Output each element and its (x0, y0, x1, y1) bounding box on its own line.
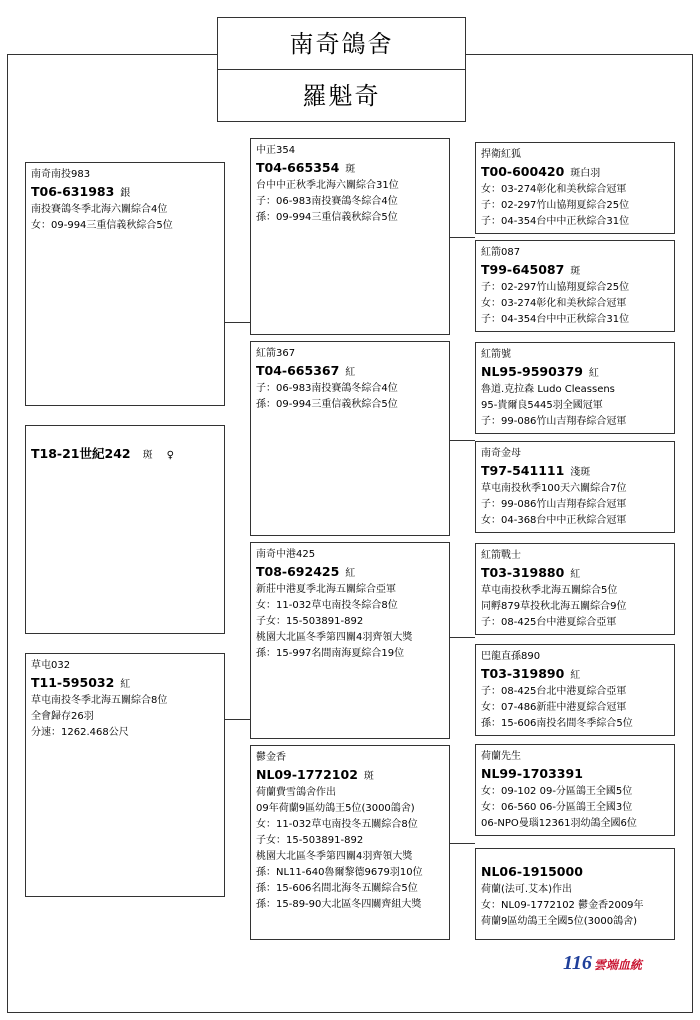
feather-color: 紅 (120, 679, 131, 690)
loft-name: 南奇鴿舍 (289, 30, 394, 58)
frame-bottom (7, 1012, 693, 1013)
feather-color: 淺斑 (570, 467, 591, 478)
card-line: 女：04-368台中中正秋綜合冠軍 (481, 515, 627, 526)
ring-number: NL09-1772102 斑 (256, 767, 374, 782)
card-label: 鬱金香 (256, 752, 286, 763)
feather-color: 紅 (570, 670, 581, 681)
bird-name: 羅魁奇 (302, 82, 381, 110)
connector (449, 440, 475, 441)
card-line: 女：03-274彰化和美秋綜合冠軍 (481, 184, 627, 195)
card-line: 孫：NL11-640魯爾黎德9679羽10位 (256, 867, 423, 878)
card-line: 魯道.克拉森 Ludo Cleassens (481, 384, 615, 395)
ring-number: T03-319890 紅 (481, 666, 581, 681)
card-line: 09年荷蘭9區幼鴿王5位(3000鴿舍) (256, 803, 415, 814)
bird-name-box (217, 69, 466, 122)
card-line: 子女：15-503891-892 (256, 835, 364, 846)
ring-number: T11-595032 紅 (31, 675, 131, 690)
dds-card (475, 744, 675, 836)
dss-card (475, 543, 675, 635)
card-line: 孫：15-606名間北海冬五關綜合5位 (256, 883, 418, 894)
card-line: 草屯南投冬季北海五關綜合8位 (31, 695, 168, 706)
sire-card (25, 162, 225, 406)
ring-number: T18-21世紀242 斑 ♀ (31, 446, 174, 461)
card-label: 捍衛紅狐 (481, 149, 521, 160)
connector (224, 322, 250, 323)
frame-right (692, 54, 693, 1013)
feather-color: 斑 (142, 450, 153, 461)
ring-number: T00-600420 斑白羽 (481, 164, 601, 179)
feather-color: 斑 (363, 771, 374, 782)
sd-card (250, 341, 450, 536)
brand-logo (563, 952, 642, 975)
ring-number: T08-692425 紅 (256, 564, 356, 579)
card-line: 孫：09-994三重信義秋綜合5位 (256, 399, 398, 410)
feather-color: 紅 (345, 568, 356, 579)
dam-card (25, 653, 225, 897)
sds-card (475, 342, 675, 434)
logo-number: 116 (563, 952, 592, 974)
ring-number: T04-665354 斑 (256, 160, 356, 175)
feather-color: 銀 (120, 188, 131, 199)
card-line: 草屯南投秋季100天六關綜合7位 (481, 483, 627, 494)
dsd-card (475, 644, 675, 736)
card-line: 孫：09-994三重信義秋綜合5位 (256, 212, 398, 223)
card-label: 紅箭號 (481, 349, 511, 360)
card-label: 紅箭戰士 (481, 550, 521, 561)
card-line: 桃園大北區冬季第四關4羽齊領大獎 (256, 851, 413, 862)
card-label: 巴龍直孫890 (481, 651, 541, 662)
ring-number: NL99-1703391 (481, 766, 583, 781)
sex-symbol: ♀ (166, 450, 174, 461)
card-line: 荷蘭(法可.艾本)作出 (481, 884, 572, 895)
card-label: 紅箭367 (256, 348, 296, 359)
card-label: 草屯032 (31, 660, 71, 671)
feather-color: 斑 (570, 266, 581, 277)
card-label: 荷蘭先生 (481, 751, 521, 762)
card-line: 草屯南投秋季北海五關綜合5位 (481, 585, 618, 596)
card-line: 荷蘭費雪鴿舍作出 (256, 787, 336, 798)
card-line: 女：11-032草屯南投冬綜合8位 (256, 600, 398, 611)
card-line: 子：04-354台中中正秋綜合31位 (481, 216, 630, 227)
ring-number: NL95-9590379 紅 (481, 364, 599, 379)
ssd-card (475, 240, 675, 332)
ring-number: NL06-1915000 (481, 864, 583, 879)
card-line: 荷蘭9區幼鴿王全國5位(3000鴿舍) (481, 916, 637, 927)
card-label: 南奇南投983 (31, 169, 91, 180)
ddd-card (475, 848, 675, 940)
card-line: 95-貴爾良5445羽全國冠軍 (481, 400, 603, 411)
logo-text: 雲端血統 (593, 958, 642, 972)
feather-color: 斑白羽 (570, 168, 601, 179)
card-label: 南奇金母 (481, 448, 521, 459)
card-line: 孫：15-606南投名間冬季綜合5位 (481, 718, 633, 729)
frame-left (7, 54, 8, 1013)
card-line: 新莊中港夏季北海五關綜合亞軍 (256, 584, 396, 595)
card-label: 中正354 (256, 145, 296, 156)
card-line: 子：02-297竹山協翔夏綜合25位 (481, 200, 630, 211)
card-line: 子女：15-503891-892 (256, 616, 364, 627)
ring-number: T06-631983 銀 (31, 184, 131, 199)
card-line: 同孵879草投秋北海五關綜合9位 (481, 601, 627, 612)
card-line: 子：08-425台中港夏綜合亞軍 (481, 617, 617, 628)
card-line: 子：99-086竹山吉翔春綜合冠軍 (481, 416, 627, 427)
card-line: 子：08-425台北中港夏綜合亞軍 (481, 686, 627, 697)
frame-top-left (7, 54, 218, 55)
feather-color: 紅 (588, 368, 599, 379)
card-line: 分速：1262.468公尺 (31, 727, 129, 738)
frame-top-right (466, 54, 693, 55)
ring-number: T97-541111 淺斑 (481, 463, 591, 478)
feather-color: 紅 (345, 367, 356, 378)
loft-name-box (217, 17, 466, 70)
ss-card (250, 138, 450, 335)
ds-card (250, 542, 450, 739)
card-line: 孫：15-997名間南海夏綜合19位 (256, 648, 405, 659)
card-line: 子：04-354台中中正秋綜合31位 (481, 314, 630, 325)
connector (449, 237, 475, 238)
card-line: 子：06-983南投賽鴿冬綜合4位 (256, 383, 398, 394)
dd-card (250, 745, 450, 940)
card-line: 孫：15-89-90大北區冬四關齊組大獎 (256, 899, 422, 910)
feather-color: 斑 (345, 164, 356, 175)
card-line: 女：11-032草屯南投冬五關綜合8位 (256, 819, 418, 830)
card-line: 子：99-086竹山吉翔春綜合冠軍 (481, 499, 627, 510)
card-line: 女：07-486新莊中港夏綜合冠軍 (481, 702, 627, 713)
connector (449, 637, 475, 638)
connector (224, 719, 250, 720)
card-line: 女：09-102 09-分區鴿王全國5位 (481, 786, 633, 797)
sdd-card (475, 441, 675, 533)
subject-card (25, 425, 225, 634)
card-line: 桃園大北區冬季第四關4羽齊領大獎 (256, 632, 413, 643)
card-line: 女：03-274彰化和美秋綜合冠軍 (481, 298, 627, 309)
feather-color: 紅 (570, 569, 581, 580)
sss-card (475, 142, 675, 234)
ring-number: T03-319880 紅 (481, 565, 581, 580)
card-line: 女：06-560 06-分區鴿王全國3位 (481, 802, 633, 813)
card-line: 南投賽鴿冬季北海六關綜合4位 (31, 204, 168, 215)
connector (449, 843, 475, 844)
ring-number: T99-645087 斑 (481, 262, 581, 277)
card-label: 紅箭087 (481, 247, 521, 258)
card-line: 女：NL09-1772102 鬱金香2009年 (481, 900, 644, 911)
card-line: 06-NPO曼瑙12361羽幼鴿全國6位 (481, 818, 637, 829)
card-line: 台中中正秋季北海六關綜合31位 (256, 180, 399, 191)
card-line: 子：02-297竹山協翔夏綜合25位 (481, 282, 630, 293)
ring-number: T04-665367 紅 (256, 363, 356, 378)
card-line: 子：06-983南投賽鴿冬綜合4位 (256, 196, 398, 207)
card-label: 南奇中港425 (256, 549, 316, 560)
card-line: 女：09-994三重信義秋綜合5位 (31, 220, 173, 231)
card-line: 全會歸存26羽 (31, 711, 94, 722)
